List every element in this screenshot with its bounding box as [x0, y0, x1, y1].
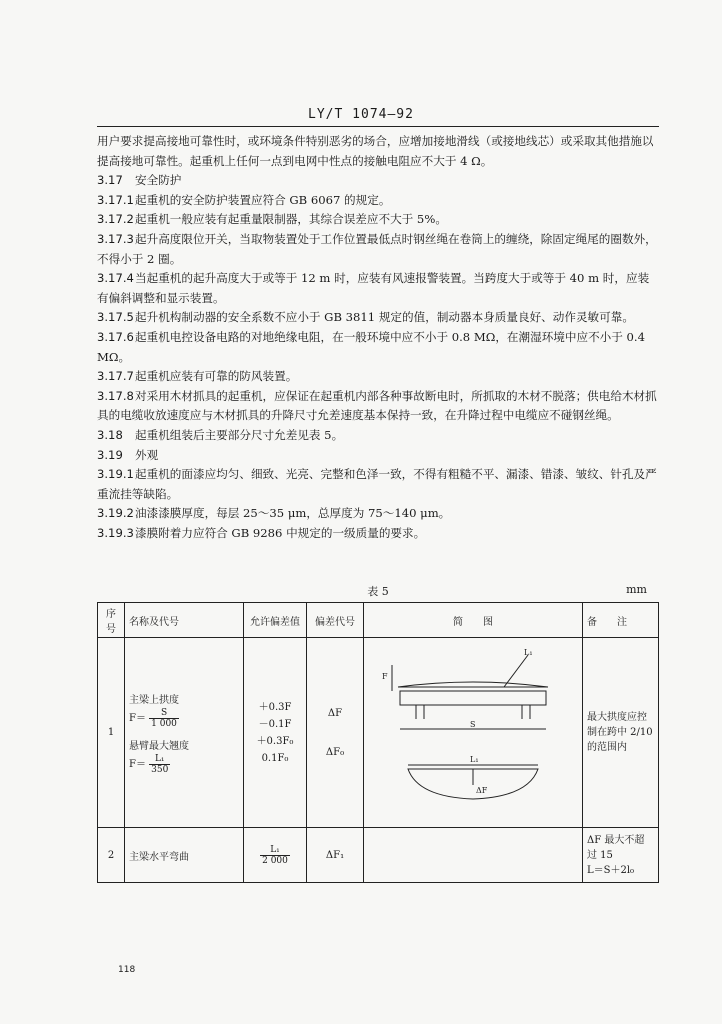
- section-number: 3.17.7: [97, 369, 134, 384]
- fraction-numerator: L₁: [260, 845, 290, 856]
- girder-body: [400, 691, 546, 705]
- section-number: 3.17.2: [97, 212, 134, 227]
- body-text: [97, 132, 659, 543]
- section-3-19-1: [97, 465, 659, 504]
- fraction: [260, 845, 290, 866]
- deviation-code: ΔF: [327, 707, 343, 719]
- tolerance-value: －0.1F: [258, 718, 292, 730]
- remark-line: L＝S＋2l₀: [587, 864, 635, 876]
- label-df: ΔF: [476, 786, 488, 795]
- code-cell: [307, 638, 364, 828]
- section-text: 起升机构制动器的安全系数不应小于 GB 3811 规定的值，制动器本身质量良好、动作灵敏可靠。: [135, 310, 634, 325]
- section-3-17-5: [97, 308, 659, 328]
- table-row: [98, 828, 659, 883]
- fraction-numerator: L₁: [149, 754, 170, 765]
- section-text: 起重机的面漆应均匀、细致、光亮、完整和色泽一致，不得有粗糙不平、漏漆、错漆、皱纹、针孔及严重流挂等缺陷。: [97, 467, 657, 501]
- formula-lhs: F＝: [129, 758, 146, 770]
- tolerance-value: 0.1F₀: [261, 752, 289, 764]
- fraction-numerator: S: [149, 708, 179, 719]
- formula-cantilever: [129, 754, 239, 775]
- header-remark: 备 注: [583, 603, 659, 638]
- section-text: 起重机组装后主要部分尺寸允差见表 5。: [135, 427, 344, 442]
- section-text: 安全防护: [135, 173, 182, 188]
- label-l1: L₁: [524, 648, 533, 657]
- section-text: 对采用木材抓具的起重机，应保证在起重机内部各种事故断电时，所抓取的木材不脱落；供电给木材抓具的电缆收放速度应与木材抓具的升降尺寸允差速度基本保持一致，在升降过程中电缆应不碰钢丝绳。: [97, 388, 657, 423]
- section-3-17-3: [97, 230, 659, 269]
- section-3-17-8: [97, 387, 659, 426]
- fraction: [149, 708, 179, 729]
- section-number: 3.17.6: [97, 329, 134, 344]
- section-number: 3.17.3: [97, 231, 134, 246]
- row-name-cell: [125, 638, 244, 828]
- table-unit: mm: [626, 583, 647, 596]
- girder-camber-diagram: [378, 645, 568, 820]
- section-number: 3.17.5: [97, 310, 134, 325]
- label-s: S: [470, 720, 476, 729]
- section-3-19-3: [97, 524, 659, 544]
- label-l: L₁: [470, 755, 479, 764]
- section-text: 当起重机的起升高度大于或等于 12 m 时，应装有风速报警装置。当跨度大于或等于 40 m 时，应装有偏斜调整和显示装置。: [97, 271, 650, 305]
- section-text: 油漆漆膜厚度，每层 25～35 μm，总厚度为 75～140 μm。: [135, 506, 451, 521]
- paragraph: 用户要求提高接地可靠性时，或环境条件特别恶劣的场合，应增加接地滑线（或接地线芯）或采取其他措施以提高接地可靠性。起重机上任何一点到电网中性点的接触电阻应不大于 4 Ω。: [97, 134, 654, 168]
- standard-header: LY/T 1074—92: [308, 107, 414, 122]
- formula-lhs: F＝: [129, 712, 146, 724]
- section-number: 3.19.2: [97, 506, 134, 521]
- section-number: 3.19.3: [97, 525, 134, 540]
- section-3-19-2: [97, 504, 659, 524]
- section-text: 起重机一般应装有起重量限制器，其综合误差应不大于 5%。: [135, 212, 447, 227]
- header-code: 偏差代号: [307, 603, 364, 638]
- tolerance-cell: [244, 828, 307, 883]
- deviation-code: ΔF₀: [325, 746, 345, 758]
- tolerance-cell: [244, 638, 307, 828]
- section-text: 漆膜附着力应符合 GB 9286 中规定的一级质量的要求。: [135, 525, 426, 540]
- section-number: 3.17.1: [97, 192, 134, 207]
- section-3-17-6: [97, 328, 659, 367]
- arrow-line: [504, 655, 528, 687]
- fraction-denominator: 1 000: [151, 718, 177, 729]
- formula-camber: [129, 708, 239, 729]
- section-3-18: [97, 426, 659, 446]
- tolerance-value: ＋0.3F: [258, 701, 292, 713]
- section-3-17-1: [97, 191, 659, 211]
- table-caption: 表 5: [367, 585, 389, 598]
- camber-curve: [398, 682, 548, 687]
- header-no: 序号: [98, 603, 125, 638]
- section-text: 起重机应装有可靠的防风装置。: [135, 369, 298, 384]
- fraction-denominator: 2 000: [262, 855, 288, 866]
- section-text: 起重机电控设备电路的对地绝缘电阻，在一般环境中应不小于 0.8 MΩ，在潮湿环境中应不小于 0.4 MΩ。: [97, 329, 645, 364]
- section-text: 外观: [135, 447, 159, 462]
- section-number: 3.19: [97, 447, 123, 462]
- name-camber: 主梁上拱度: [129, 694, 179, 706]
- diagram-cell-empty: [364, 828, 583, 883]
- section-number: 3.17: [97, 173, 123, 188]
- header-rule: [97, 126, 659, 127]
- remark-line: ΔF 最大不超过 15: [587, 834, 645, 861]
- remark-cell: [583, 828, 659, 883]
- section-number: 3.18: [97, 427, 123, 442]
- header-tolerance: 允许偏差值: [244, 603, 307, 638]
- tolerance-value: ＋0.3F₀: [256, 735, 294, 747]
- page-number: 118: [118, 965, 136, 975]
- section-3-19: [97, 446, 659, 466]
- fraction: [149, 754, 170, 775]
- section-3-17-4: [97, 269, 659, 308]
- header-figure: 简 图: [364, 603, 583, 638]
- table-row: [98, 638, 659, 828]
- section-number: 3.17.8: [97, 388, 134, 403]
- section-3-17-2: [97, 210, 659, 230]
- fraction-denominator: 350: [151, 764, 169, 775]
- remark-cell: 最大拱度应控制在跨中 2/10 的范围内: [583, 638, 659, 828]
- tolerance-table: [97, 602, 659, 883]
- diagram-cell: [364, 638, 583, 828]
- section-text: 起重机的安全防护装置应符合 GB 6067 的规定。: [135, 192, 391, 207]
- section-text: 起升高度限位开关，当取物装置处于工作位置最低点时钢丝绳在卷筒上的缠绕，除固定绳尾的圈数外，不得小于 2 圈。: [97, 231, 657, 266]
- row-number: 1: [98, 638, 125, 828]
- deviation-code: ΔF₁: [307, 828, 364, 883]
- section-3-17: [97, 171, 659, 191]
- row-number: 2: [98, 828, 125, 883]
- label-f: F: [382, 672, 388, 681]
- header-name: 名称及代号: [125, 603, 244, 638]
- name-cantilever: 悬臂最大翘度: [129, 740, 189, 752]
- section-number: 3.17.4: [97, 271, 134, 286]
- section-number: 3.19.1: [97, 467, 134, 482]
- table-header-row: [98, 603, 659, 638]
- row-name: 主梁水平弯曲: [125, 828, 244, 883]
- section-3-17-7: [97, 367, 659, 387]
